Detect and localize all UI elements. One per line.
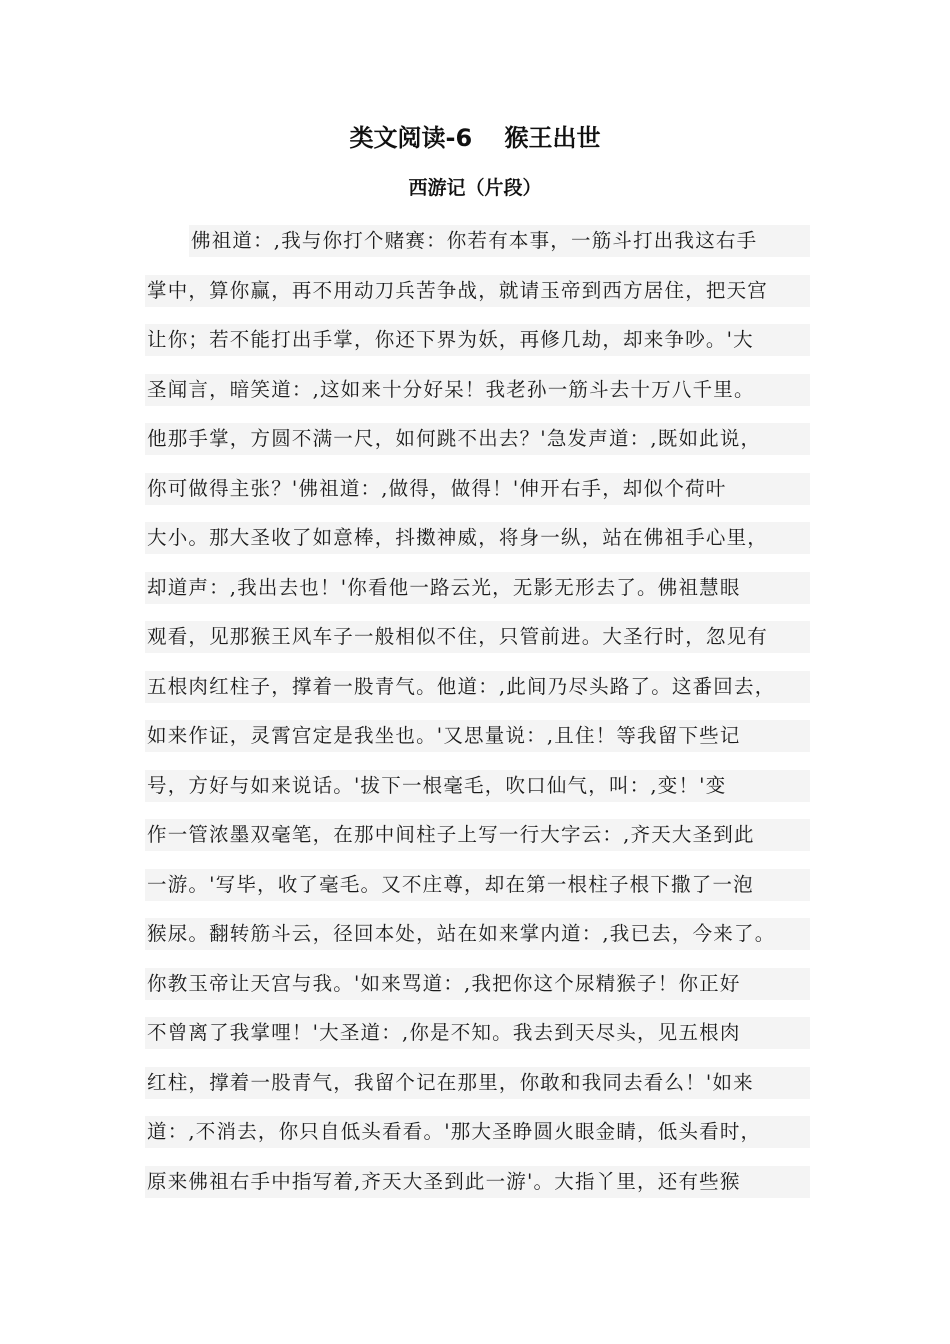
text-line: 让你；若不能打出手掌，你还下界为妖，再修几劫，却来争吵。'大 — [145, 324, 810, 356]
text-line: 掌中，算你赢，再不用动刀兵苦争战，就请玉帝到西方居住，把天宫 — [145, 275, 810, 307]
text-line: 他那手掌，方圆不满一尺，如何跳不出去？'急发声道：,既如此说， — [145, 423, 810, 455]
text-line: 号，方好与如来说话。'拔下一根毫毛，吹口仙气，叫：,变！'变 — [145, 770, 810, 802]
text-line: 五根肉红柱子，撑着一股青气。他道：,此间乃尽头路了。这番回去， — [145, 671, 810, 703]
text-line: 佛祖道：,我与你打个赌赛：你若有本事，一筋斗打出我这右手 — [145, 225, 810, 257]
text-line: 圣闻言，暗笑道：,这如来十分好呆！我老孙一筋斗去十万八千里。 — [145, 374, 810, 406]
body-paragraph — [145, 225, 810, 1215]
text-line: 红柱，撑着一股青气，我留个记在那里，你敢和我同去看么！'如来 — [145, 1067, 810, 1099]
text-line: 如来作证，灵霄宫定是我坐也。'又思量说：,且住！等我留下些记 — [145, 720, 810, 752]
document-title: 类文阅读-6 猴王出世 — [349, 124, 601, 152]
text-line: 却道声：,我出去也！'你看他一路云光，无影无形去了。佛祖慧眼 — [145, 572, 810, 604]
text-line: 大小。那大圣收了如意棒，抖擞神威，将身一纵，站在佛祖手心里， — [145, 522, 810, 554]
document-subtitle: 西游记（片段） — [408, 177, 542, 199]
text-line: 观看，见那猴王风车子一般相似不住，只管前进。大圣行时，忽见有 — [145, 621, 810, 653]
text-line: 猴尿。翻转筋斗云，径回本处，站在如来掌内道：,我已去，今来了。 — [145, 918, 810, 950]
text-line: 不曾离了我掌哩！'大圣道：,你是不知。我去到天尽头，见五根肉 — [145, 1017, 810, 1049]
text-line: 你可做得主张？'佛祖道：,做得，做得！'伸开右手，却似个荷叶 — [145, 473, 810, 505]
text-line: 作一管浓墨双毫笔，在那中间柱子上写一行大字云：,齐天大圣到此 — [145, 819, 810, 851]
text-line: 一游。'写毕，收了毫毛。又不庄尊，却在第一根柱子根下撒了一泡 — [145, 869, 810, 901]
text-line: 道：,不消去，你只自低头看看。'那大圣睁圆火眼金睛，低头看时， — [145, 1116, 810, 1148]
text-line: 原来佛祖右手中指写着,齐天大圣到此一游'。大指丫里，还有些猴 — [145, 1166, 810, 1198]
text-line: 你教玉帝让天宫与我。'如来骂道：,我把你这个尿精猴子！你正好 — [145, 968, 810, 1000]
